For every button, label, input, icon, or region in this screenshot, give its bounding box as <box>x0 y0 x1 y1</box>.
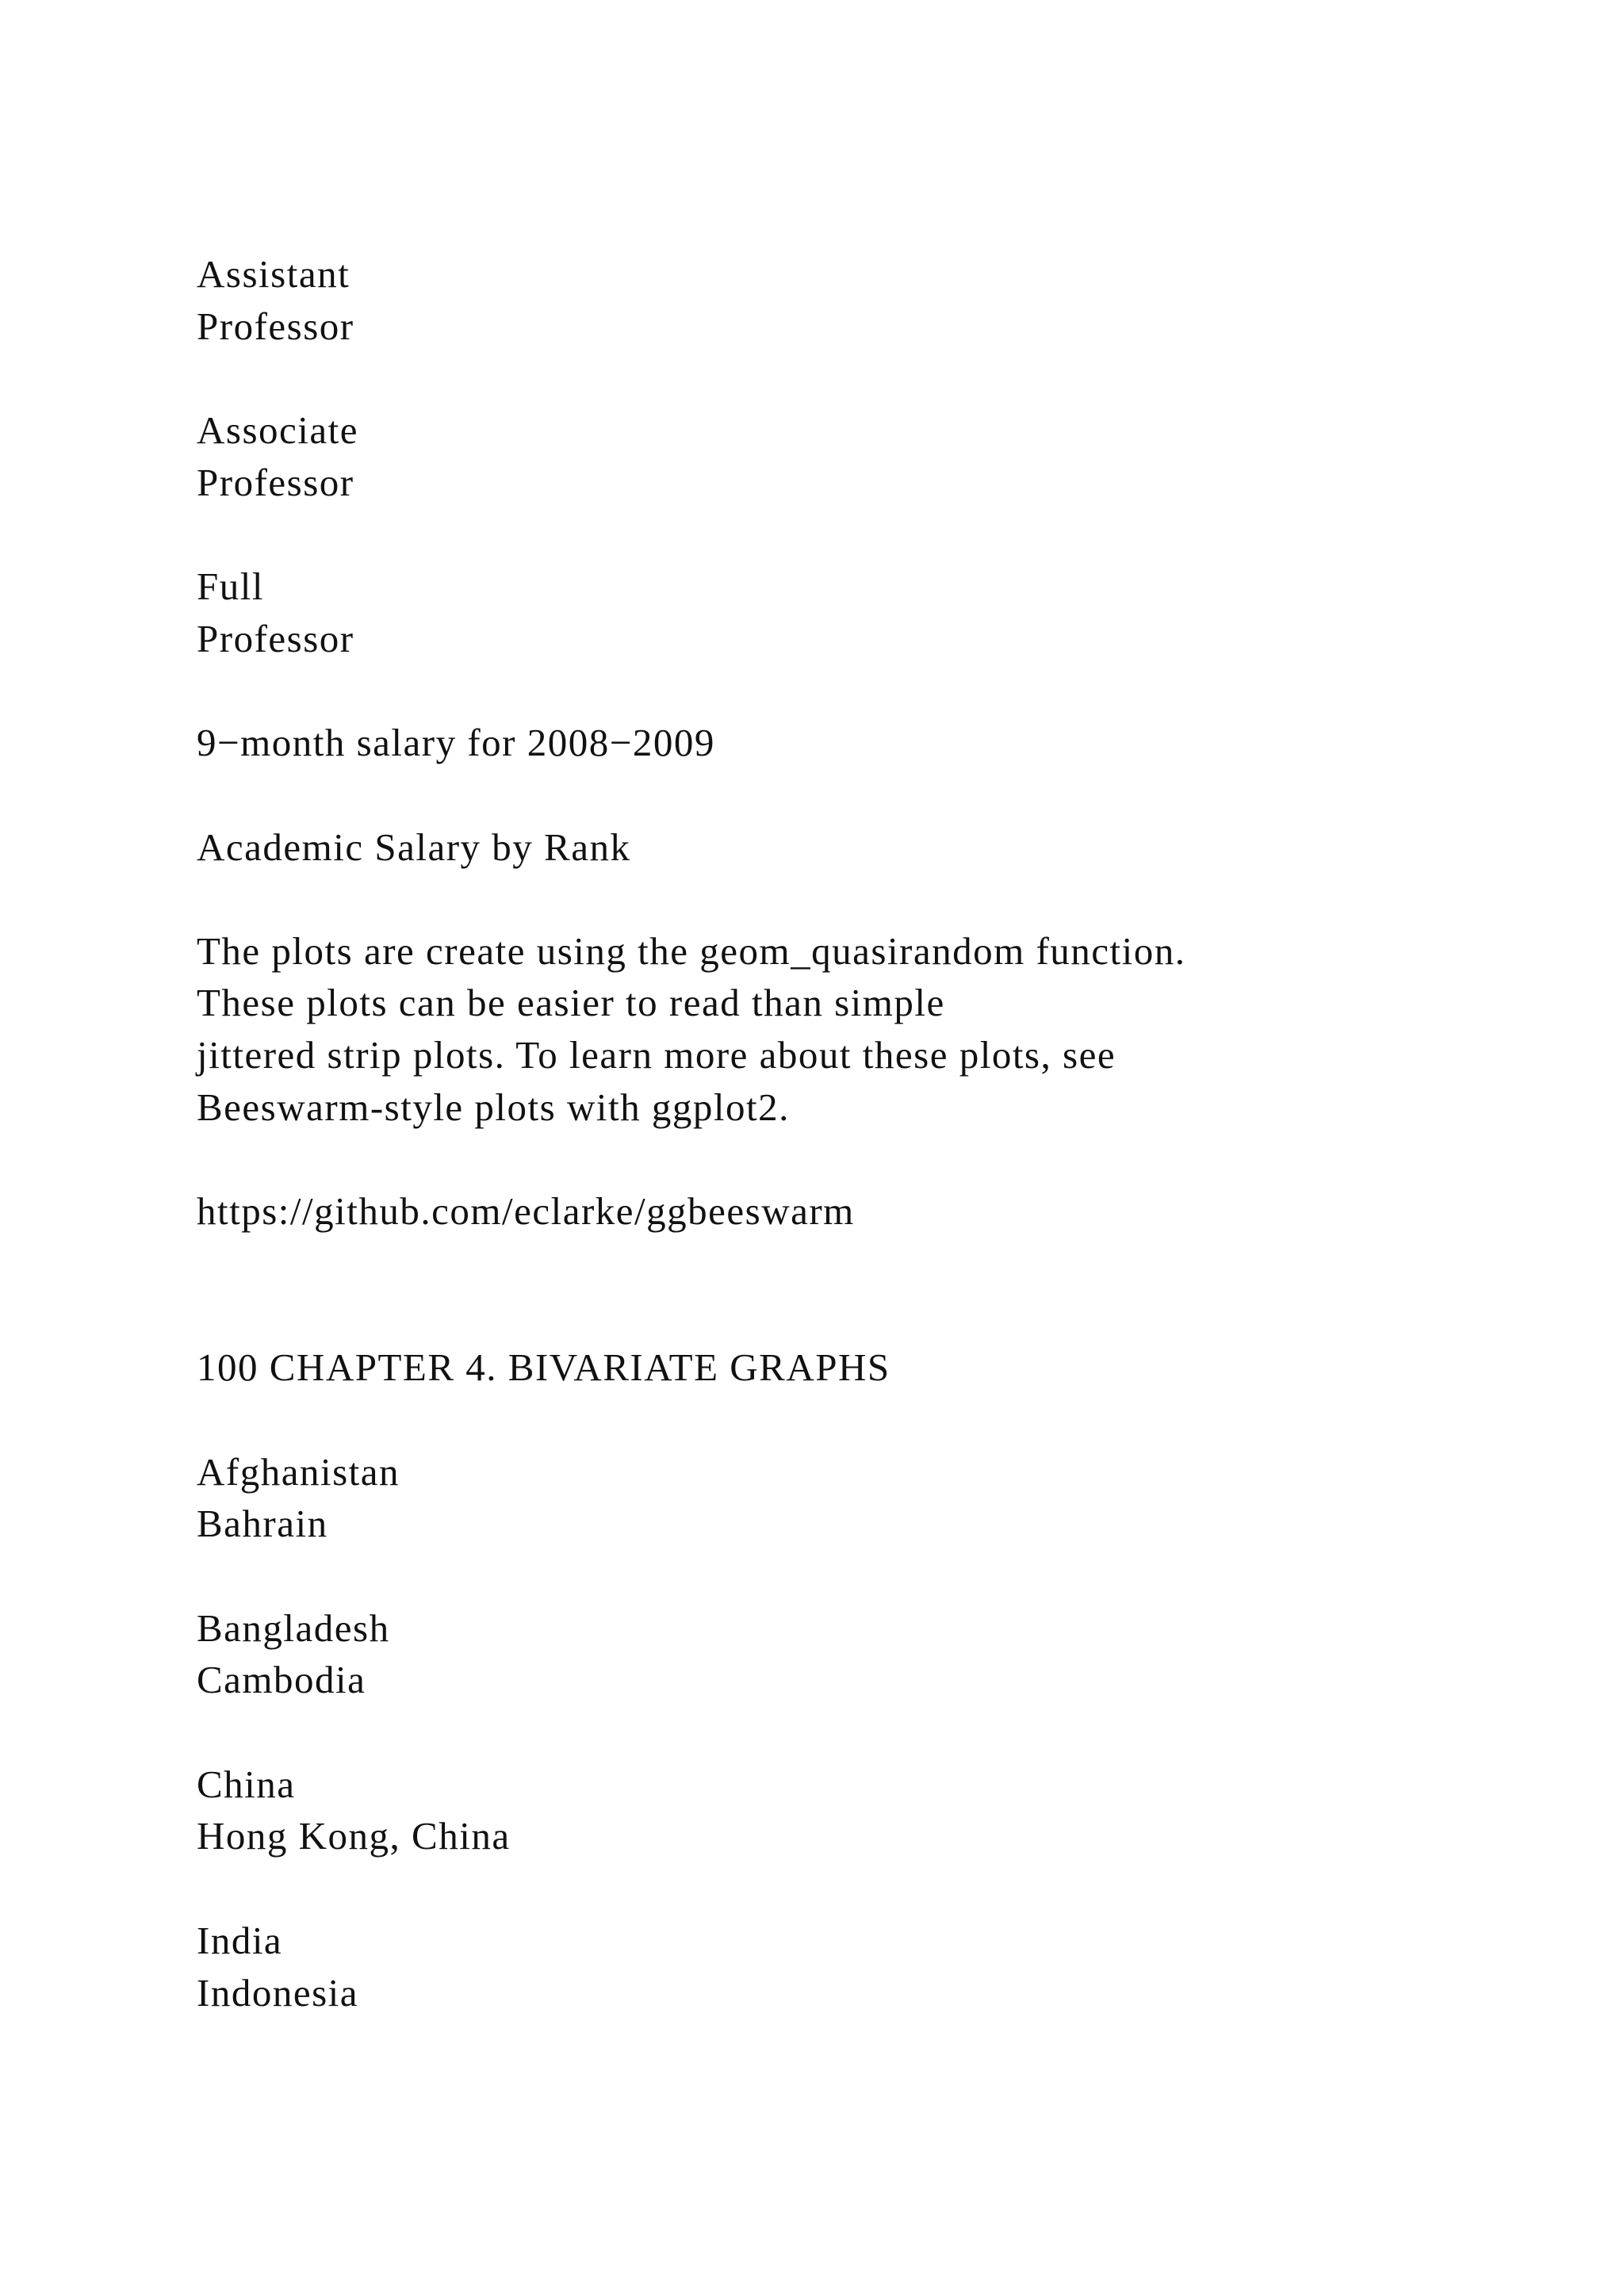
country-hong-kong: Hong Kong, China <box>197 1814 511 1858</box>
description-line-1: The plots are create using the geom_quasirandom function. <box>197 929 1186 973</box>
country-cambodia: Cambodia <box>197 1658 366 1701</box>
rank-label-assistant-line2: Professor <box>197 304 354 348</box>
description-line-2: These plots can be easier to read than simple <box>197 981 945 1024</box>
country-china: China <box>197 1762 296 1806</box>
country-afghanistan: Afghanistan <box>197 1450 400 1494</box>
plot-title-text: Academic Salary by Rank <box>197 825 631 869</box>
country-bahrain: Bahrain <box>197 1502 328 1545</box>
page-header: 100 CHAPTER 4. BIVARIATE GRAPHS <box>197 1345 891 1389</box>
description-line-4: Beeswarm-style plots with ggplot2. <box>197 1085 790 1129</box>
rank-label-associate-line2: Professor <box>197 461 354 504</box>
country-indonesia: Indonesia <box>197 1971 358 2015</box>
rank-label-full-line2: Professor <box>197 617 354 660</box>
rank-label-assistant-line1: Assistant <box>197 252 350 296</box>
country-india: India <box>197 1919 283 1962</box>
country-bangladesh: Bangladesh <box>197 1606 390 1650</box>
description-line-3: jittered strip plots. To learn more about these plots, see <box>197 1033 1116 1077</box>
rank-label-full-line1: Full <box>197 564 264 608</box>
rank-label-associate-line1: Associate <box>197 408 358 452</box>
reference-url: https://github.com/eclarke/ggbeeswarm <box>197 1189 855 1233</box>
axis-label-text: 9−month salary for 2008−2009 <box>197 721 715 764</box>
